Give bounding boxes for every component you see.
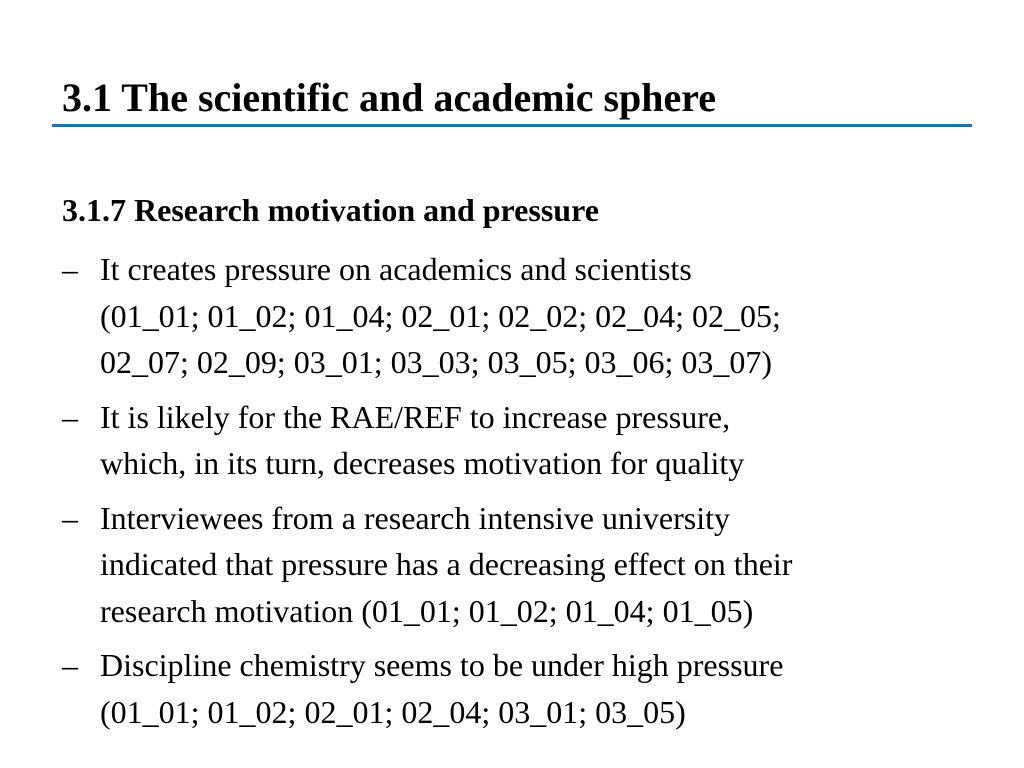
bullet-text-line: indicated that pressure has a decreasing effect on their bbox=[100, 546, 793, 582]
bullet-item bbox=[62, 642, 982, 735]
bullet-item bbox=[62, 394, 982, 487]
bullet-text-line: It is likely for the RAE/REF to increase pressure, bbox=[100, 398, 731, 435]
bullet-list bbox=[62, 246, 982, 743]
bullet-text-line: Discipline chemistry seems to be under high pressure bbox=[100, 647, 784, 683]
bullet-text-line: (01_01; 01_02; 02_01; 02_04; 03_01; 03_05) bbox=[100, 693, 686, 730]
bullet-text-line: (01_01; 01_02; 01_04; 02_01; 02_02; 02_04; 02_05; bbox=[100, 297, 781, 334]
bullet-text-line: which, in its turn, decreases motivation for quality bbox=[100, 445, 745, 481]
bullet-dash-icon: – bbox=[62, 251, 78, 287]
bullet-text-line: 02_07; 02_09; 03_01; 03_03; 03_05; 03_06; 03_07) bbox=[100, 344, 772, 380]
section-heading: 3.1.7 Research motivation and pressure bbox=[62, 192, 599, 228]
bullet-text-line: research motivation (01_01; 01_02; 01_04; 01_05) bbox=[100, 592, 754, 629]
bullet-text-line: It creates pressure on academics and scientists bbox=[100, 251, 692, 287]
bullet-item bbox=[62, 246, 982, 386]
bullet-text-line: Interviewees from a research intensive university bbox=[100, 499, 730, 536]
bullet-item bbox=[62, 495, 982, 635]
bullet-dash-icon: – bbox=[62, 647, 78, 683]
slide-title: 3.1 The scientific and academic sphere bbox=[62, 75, 717, 120]
title-divider bbox=[52, 124, 972, 127]
bullet-dash-icon: – bbox=[62, 499, 78, 536]
bullet-dash-icon: – bbox=[62, 398, 78, 435]
